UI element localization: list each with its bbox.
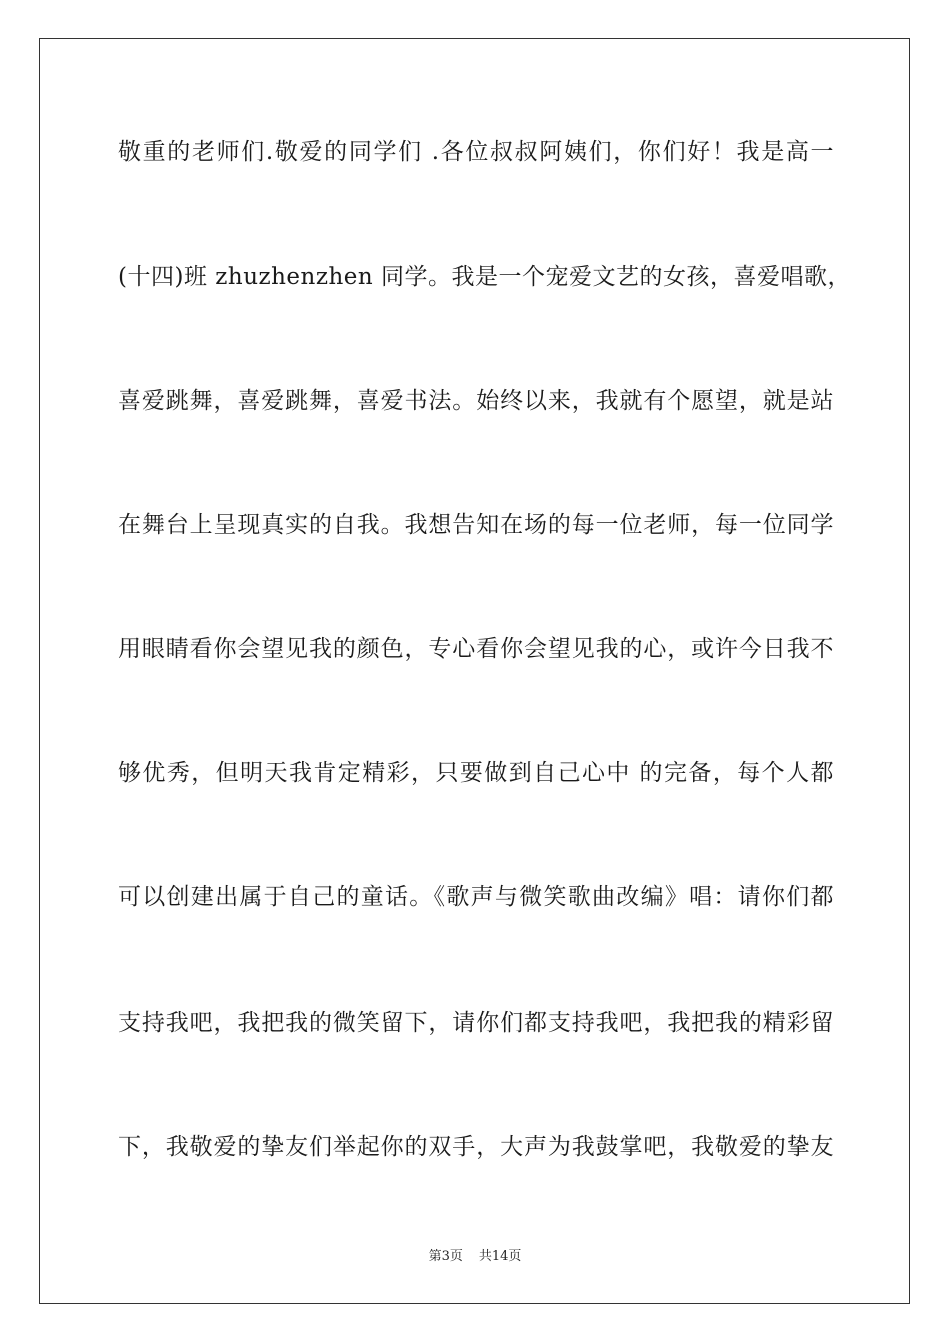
text-line-7: 可以创建出属于自己的童话。《歌声与微笑歌曲改编》唱：请你们都 [118,884,834,910]
page-border [39,38,910,1304]
text-line-5: 用眼睛看你会望见我的颜色，专心看你会望见我的心，或许今日我不 [118,636,834,662]
text-line-9: 下，我敬爱的挚友们举起你的双手，大声为我鼓掌吧，我敬爱的挚友 [118,1134,834,1160]
page-total: 共14页 [478,1249,522,1264]
text-line-1: 敬重的老师们.敬爱的同学们 .各位叔叔阿姨们，你们好！我是高一 [118,139,834,165]
page-number: 第3页 [428,1249,463,1264]
page-footer [0,1248,950,1266]
text-line-8: 支持我吧，我把我的微笑留下，请你们都支持我吧，我把我的精彩留 [118,1010,834,1036]
text-line-4: 在舞台上呈现真实的自我。我想告知在场的每一位老师，每一位同学 [118,512,834,538]
text-line-6: 够优秀，但明天我肯定精彩，只要做到自己心中 的完备，每个人都 [118,760,834,786]
text-line-3: 喜爱跳舞，喜爱跳舞，喜爱书法。始终以来，我就有个愿望，就是站 [118,388,834,414]
text-line-2: (十四)班 zhuzhenzhen 同学。我是一个宠爱文艺的女孩，喜爱唱歌， [118,264,852,290]
